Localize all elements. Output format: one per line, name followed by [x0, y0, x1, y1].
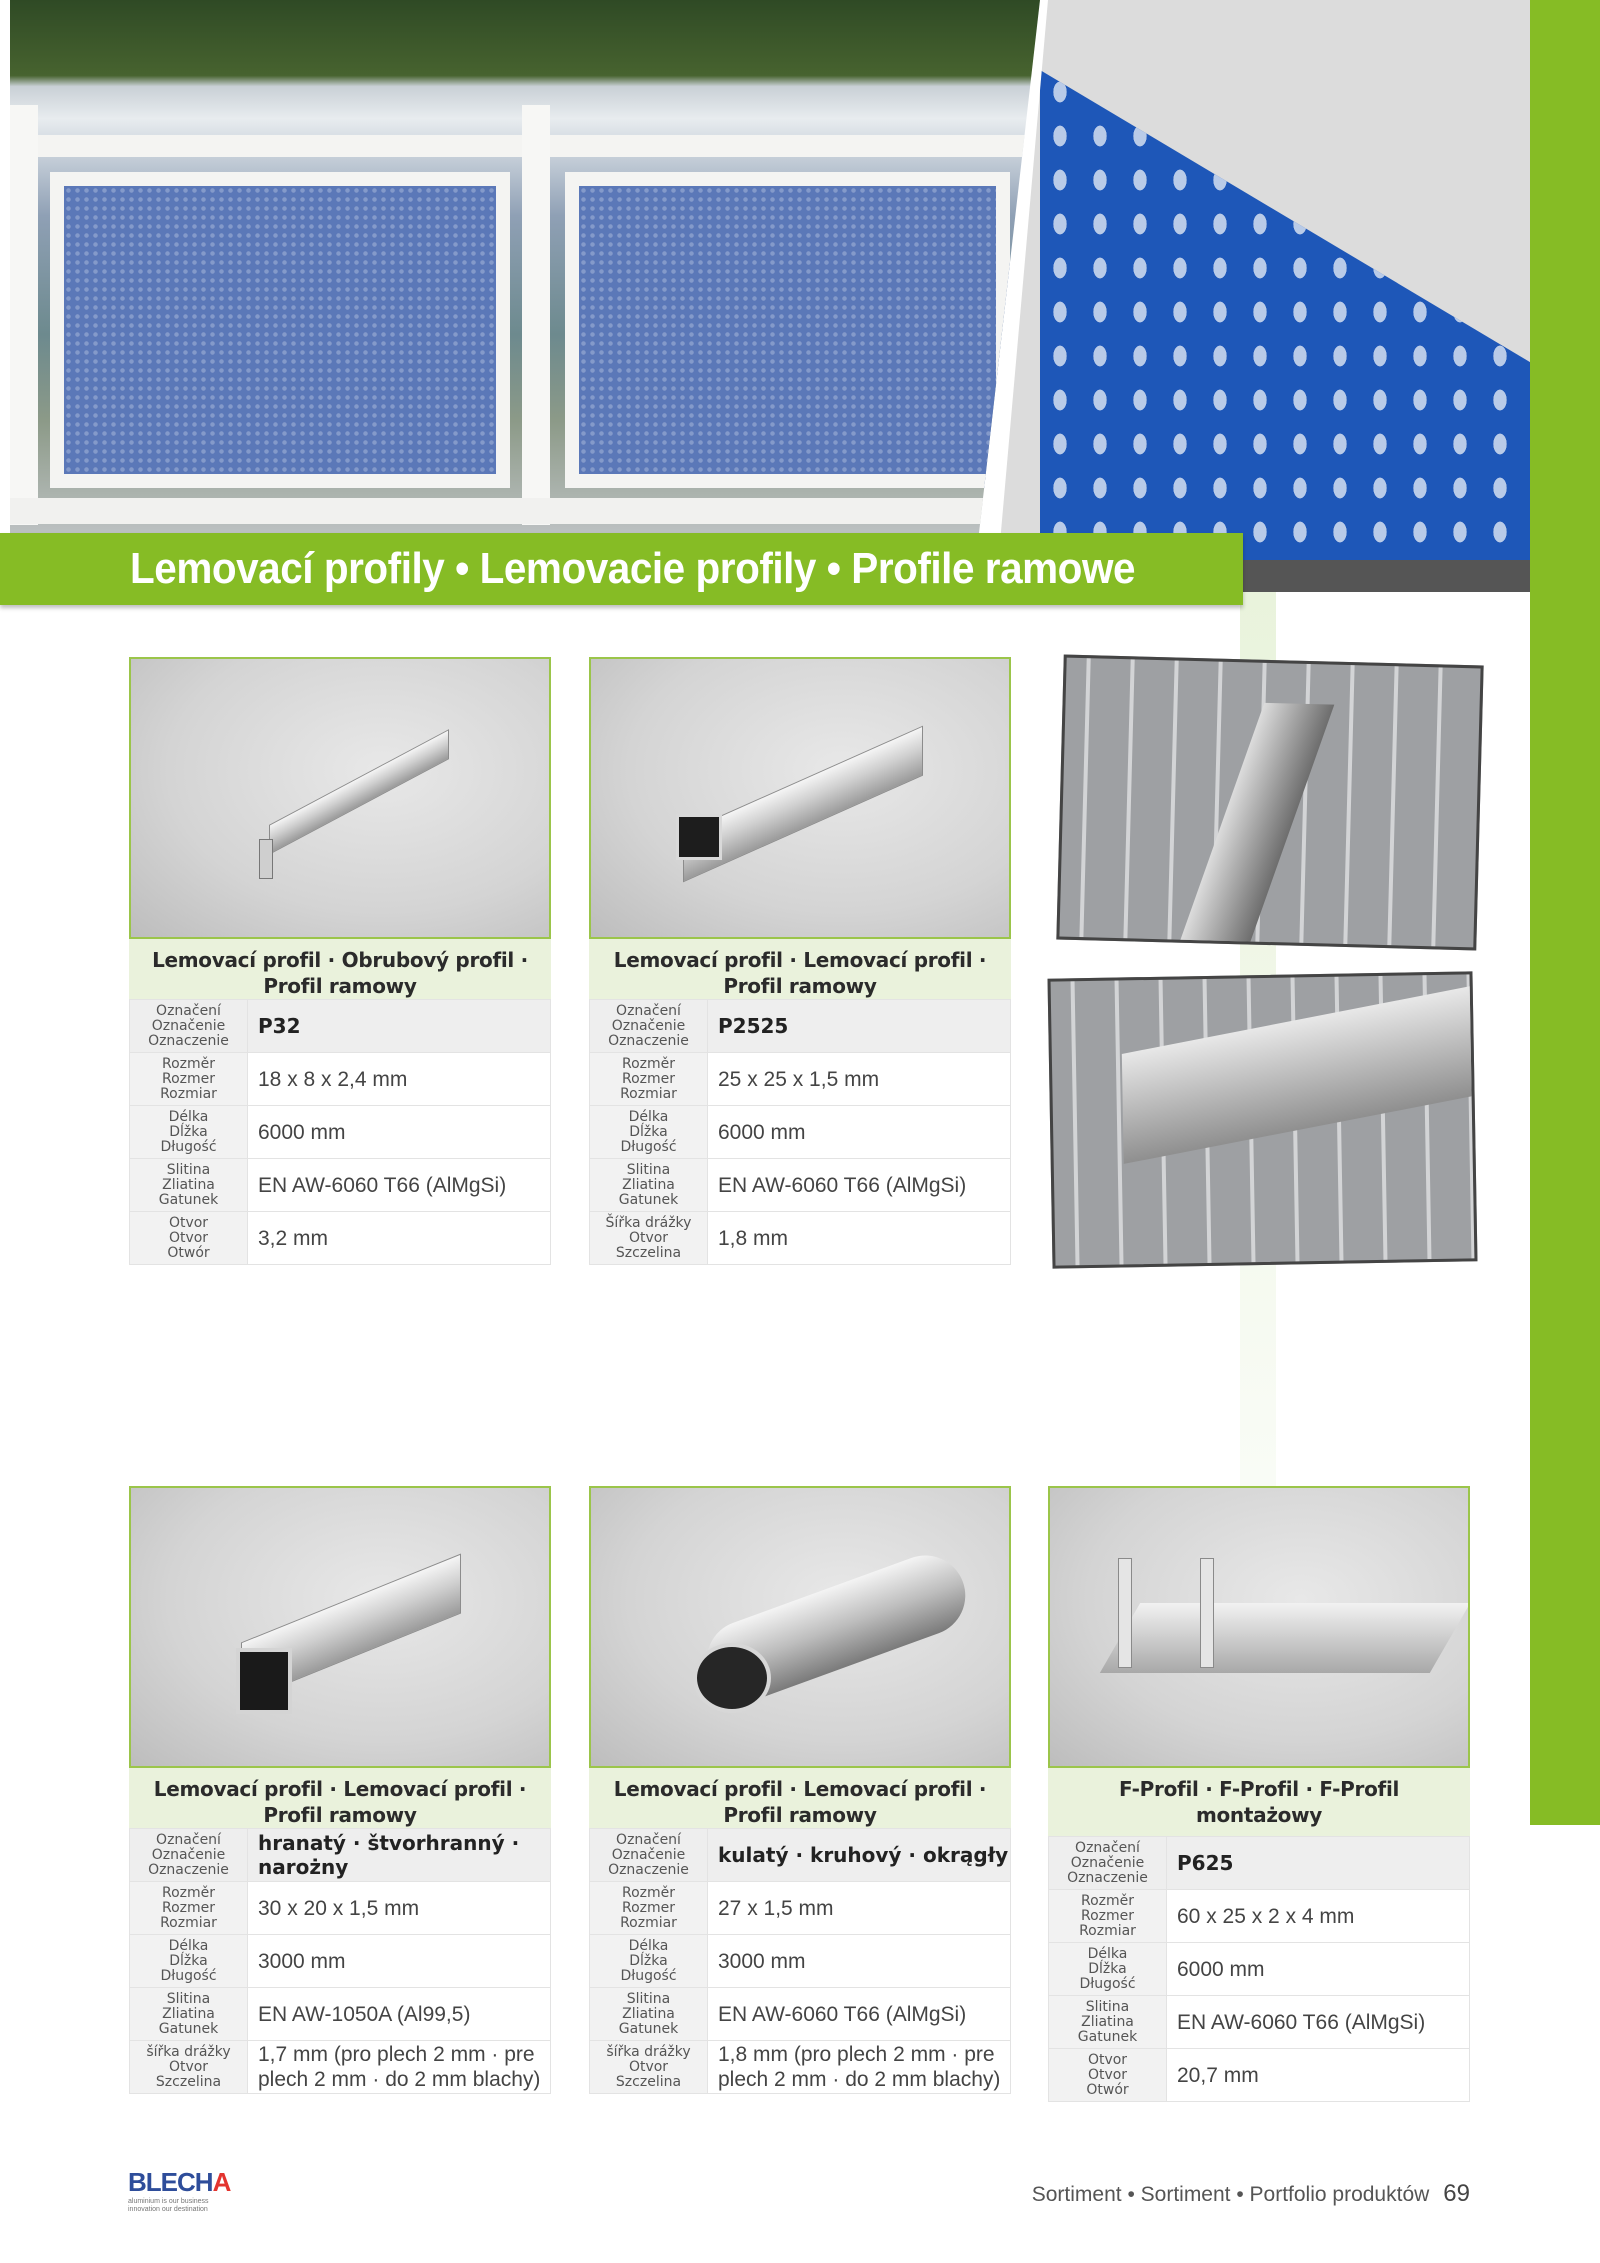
fence-bottom-rail: [10, 498, 1040, 524]
spec-value: 6000 mm: [1167, 1943, 1470, 1996]
spec-label: šířka drážky Otvor Szczelina: [130, 2041, 248, 2094]
section-title: Lemovací profily • Lemovacie profily • Profile ramowe: [130, 544, 1136, 593]
spec-row: [590, 2041, 1011, 2094]
spec-row: [130, 1053, 551, 1106]
product-title: Lemovací profil · Lemovací profil · Profil ramowy: [129, 1768, 551, 1828]
perforated-sheet: [1040, 70, 1530, 570]
spec-label: Rozměr Rozmer Rozmiar: [1049, 1890, 1167, 1943]
spec-label: Rozměr Rozmer Rozmiar: [130, 1053, 248, 1106]
spec-row: [130, 1988, 551, 2041]
profile-flange: [1118, 1558, 1132, 1668]
spec-table: [129, 1828, 551, 2094]
fence-perforated-panel: [50, 172, 510, 488]
spec-value: 60 x 25 x 2 x 4 mm: [1167, 1890, 1470, 1943]
profile-base: [1100, 1603, 1470, 1673]
product-card-round: [589, 1486, 1011, 2094]
spec-value: 6000 mm: [708, 1106, 1011, 1159]
spec-label: Délka Dĺžka Długość: [1049, 1943, 1167, 1996]
spec-value: EN AW-6060 T66 (AlMgSi): [708, 1988, 1011, 2041]
spec-value: EN AW-6060 T66 (AlMgSi): [708, 1159, 1011, 1212]
spec-value: 27 x 1,5 mm: [708, 1882, 1011, 1935]
spec-row: [590, 1829, 1011, 1882]
spec-value: 3000 mm: [248, 1935, 551, 1988]
profile-end: [693, 1643, 771, 1713]
fence-post: [522, 105, 550, 525]
spec-row: [130, 2041, 551, 2094]
profile-bar: [269, 729, 449, 855]
spec-label: Slitina Zliatina Gatunek: [590, 1159, 708, 1212]
spec-value: 20,7 mm: [1167, 2049, 1470, 2102]
spec-row: [590, 1053, 1011, 1106]
profile-end: [259, 839, 273, 879]
spec-label: Délka Dĺžka Długość: [130, 1935, 248, 1988]
spec-value: 1,8 mm: [708, 1212, 1011, 1265]
spec-value: 6000 mm: [248, 1106, 551, 1159]
spec-label: Otvor Otvor Otwór: [130, 1212, 248, 1265]
spec-value: kulatý · kruhový · okrągły: [708, 1829, 1011, 1882]
spec-row: [130, 1212, 551, 1265]
spec-table: [589, 999, 1011, 1265]
spec-label: Označení Označenie Oznaczenie: [130, 1829, 248, 1882]
spec-row: [130, 1935, 551, 1988]
page-number: 69: [1443, 2180, 1470, 2207]
spec-label: Slitina Zliatina Gatunek: [130, 1988, 248, 2041]
profile-flange: [1200, 1558, 1214, 1668]
product-photo: [589, 657, 1011, 939]
spec-value: 1,8 mm (pro plech 2 mm · pre plech 2 mm · do 2 mm blachy): [708, 2041, 1011, 2094]
spec-table: [129, 999, 551, 1265]
spec-value: 18 x 8 x 2,4 mm: [248, 1053, 551, 1106]
spec-label: Rozměr Rozmer Rozmiar: [590, 1053, 708, 1106]
product-photo: [129, 657, 551, 939]
spec-row: [130, 1882, 551, 1935]
product-card-p32: [129, 657, 551, 1265]
spec-label: Délka Dĺžka Długość: [590, 1106, 708, 1159]
installation-photo: [1056, 655, 1483, 951]
spec-row: [1049, 1837, 1470, 1890]
spec-label: Slitina Zliatina Gatunek: [130, 1159, 248, 1212]
product-title: Lemovací profil · Obrubový profil · Profil ramowy: [129, 939, 551, 999]
spec-label: Označení Označenie Oznaczenie: [590, 1829, 708, 1882]
spec-label: Šířka drážky Otvor Szczelina: [590, 1212, 708, 1265]
spec-label: Označení Označenie Oznaczenie: [130, 1000, 248, 1053]
spec-value: EN AW-6060 T66 (AlMgSi): [248, 1159, 551, 1212]
logo-tagline: aluminium is our business innovation our destination: [128, 2198, 209, 2213]
spec-value: 3,2 mm: [248, 1212, 551, 1265]
spec-value: P2525: [708, 1000, 1011, 1053]
spec-value: hranatý · štvorhranný · narożny: [248, 1829, 551, 1882]
product-title: Lemovací profil · Lemovací profil · Profil ramowy: [589, 939, 1011, 999]
spec-label: Délka Dĺžka Długość: [130, 1106, 248, 1159]
spec-label: Délka Dĺžka Długość: [590, 1935, 708, 1988]
profile-end: [676, 814, 722, 860]
spec-label: Slitina Zliatina Gatunek: [590, 1988, 708, 2041]
product-title: Lemovací profil · Lemovací profil · Profil ramowy: [589, 1768, 1011, 1828]
spec-value: P32: [248, 1000, 551, 1053]
footer-section-label: [1032, 2180, 1470, 2208]
product-card-p625: [1048, 1486, 1470, 2102]
spec-label: Rozměr Rozmer Rozmiar: [130, 1882, 248, 1935]
spec-label: Označení Označenie Oznaczenie: [590, 1000, 708, 1053]
spec-row: [590, 1935, 1011, 1988]
logo-wordmark: BLECHA: [128, 2167, 231, 2197]
spec-label: Označení Označenie Oznaczenie: [1049, 1837, 1167, 1890]
spec-value: P625: [1167, 1837, 1470, 1890]
spec-row: [590, 1159, 1011, 1212]
spec-row: [130, 1159, 551, 1212]
spec-row: [590, 1000, 1011, 1053]
fence-perforated-panel: [565, 172, 1010, 488]
spec-value: 30 x 20 x 1,5 mm: [248, 1882, 551, 1935]
spec-table: [589, 1828, 1011, 2094]
fence-post: [10, 105, 38, 525]
spec-row: [590, 1212, 1011, 1265]
spec-row: [130, 1000, 551, 1053]
spec-label: Rozměr Rozmer Rozmiar: [590, 1882, 708, 1935]
spec-row: [1049, 1996, 1470, 2049]
side-accent-bar: [1530, 0, 1600, 1825]
spec-value: EN AW-1050A (Al99,5): [248, 1988, 551, 2041]
spec-table: [1048, 1836, 1470, 2102]
spec-value: 3000 mm: [708, 1935, 1011, 1988]
product-card-square: [129, 1486, 551, 2094]
perforated-sheet-photo: [1000, 0, 1530, 590]
spec-row: [1049, 1890, 1470, 1943]
banner-shadow-bar: [1240, 560, 1530, 592]
spec-value: EN AW-6060 T66 (AlMgSi): [1167, 1996, 1470, 2049]
spec-label: Otvor Otvor Otwór: [1049, 2049, 1167, 2102]
fence-photo: [10, 0, 1040, 540]
product-card-p2525: [589, 657, 1011, 1265]
profile-end: [236, 1648, 292, 1714]
spec-row: [590, 1882, 1011, 1935]
spec-value: 1,7 mm (pro plech 2 mm · pre plech 2 mm · do 2 mm blachy): [248, 2041, 551, 2094]
product-photo: [129, 1486, 551, 1768]
company-logo: [128, 2167, 230, 2214]
spec-row: [1049, 2049, 1470, 2102]
footer-text: Sortiment • Sortiment • Portfolio produktów: [1031, 2183, 1430, 2206]
product-title: F-Profil · F-Profil · F-Profil montażowy: [1048, 1768, 1470, 1836]
spec-row: [1049, 1943, 1470, 1996]
spec-row: [130, 1829, 551, 1882]
spec-label: šířka drážky Otvor Szczelina: [590, 2041, 708, 2094]
spec-label: Slitina Zliatina Gatunek: [1049, 1996, 1167, 2049]
installation-photo: [1048, 971, 1478, 1268]
section-banner: [0, 533, 1243, 605]
spec-row: [590, 1106, 1011, 1159]
spec-value: 25 x 25 x 1,5 mm: [708, 1053, 1011, 1106]
product-photo: [1048, 1486, 1470, 1768]
spec-row: [590, 1988, 1011, 2041]
spec-row: [130, 1106, 551, 1159]
product-photo: [589, 1486, 1011, 1768]
